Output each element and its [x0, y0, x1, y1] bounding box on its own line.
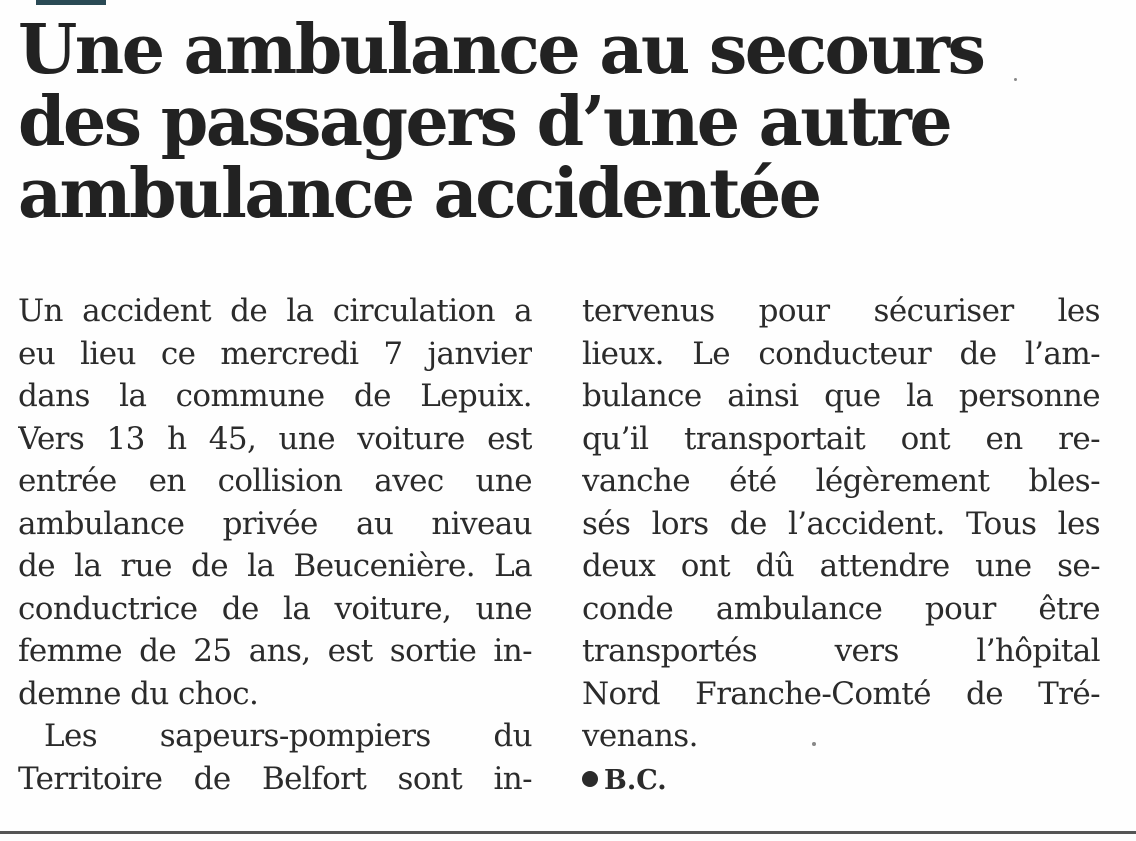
- bullet-icon: [582, 771, 598, 787]
- body-line: Vers 13 h 45, une voiture est: [18, 420, 532, 457]
- article-headline: [18, 10, 1118, 234]
- body-line: bulance ainsi que la personne: [582, 378, 1100, 414]
- body-line: Nord Franche-Comté de Tré-: [582, 675, 1100, 712]
- body-line: sés lors de l’accident. Tous les: [582, 505, 1100, 542]
- body-line: ambulance privée au niveau: [18, 505, 532, 542]
- body-line: eu lieu ce mercredi 7 janvier: [18, 335, 532, 372]
- body-line: de la rue de la Beucenière. La: [18, 548, 532, 584]
- article-column-left: [18, 290, 532, 800]
- body-line: demne du choc.: [18, 675, 259, 712]
- headline-line: Une ambulance au secours: [18, 10, 984, 90]
- scan-speck: [812, 742, 816, 746]
- article-column-right: [582, 290, 1100, 802]
- body-line: Les sapeurs-pompiers du: [44, 718, 532, 754]
- body-line: Territoire de Belfort sont in-: [18, 760, 532, 797]
- body-line: Un accident de la circulation a: [18, 293, 532, 329]
- body-line: conductrice de la voiture, une: [18, 590, 532, 627]
- author-signature: [582, 760, 1100, 803]
- headline-line: des passagers d’une autre: [18, 82, 951, 162]
- body-line: tervenus pour sécuriser les: [582, 293, 1100, 329]
- body-line: dans la commune de Lepuix.: [18, 378, 532, 414]
- body-line: qu’il transportait ont en re-: [582, 420, 1100, 457]
- body-line: femme de 25 ans, est sortie in-: [18, 633, 532, 669]
- section-rule-fragment: [36, 0, 106, 5]
- body-line: venans.: [582, 718, 698, 754]
- body-line: vanche été légèrement bles-: [582, 463, 1100, 499]
- author-initials: B.C.: [604, 764, 667, 796]
- bottom-rule: [0, 831, 1136, 834]
- body-line: entrée en collision avec une: [18, 463, 532, 499]
- body-line: transportés vers l’hôpital: [582, 633, 1100, 669]
- scan-speck: [1014, 78, 1017, 81]
- headline-line: ambulance accidentée: [18, 154, 820, 234]
- body-line: deux ont dû attendre une se-: [582, 548, 1100, 584]
- body-line: lieux. Le conducteur de l’am-: [582, 335, 1100, 372]
- body-line: conde ambulance pour être: [582, 590, 1100, 627]
